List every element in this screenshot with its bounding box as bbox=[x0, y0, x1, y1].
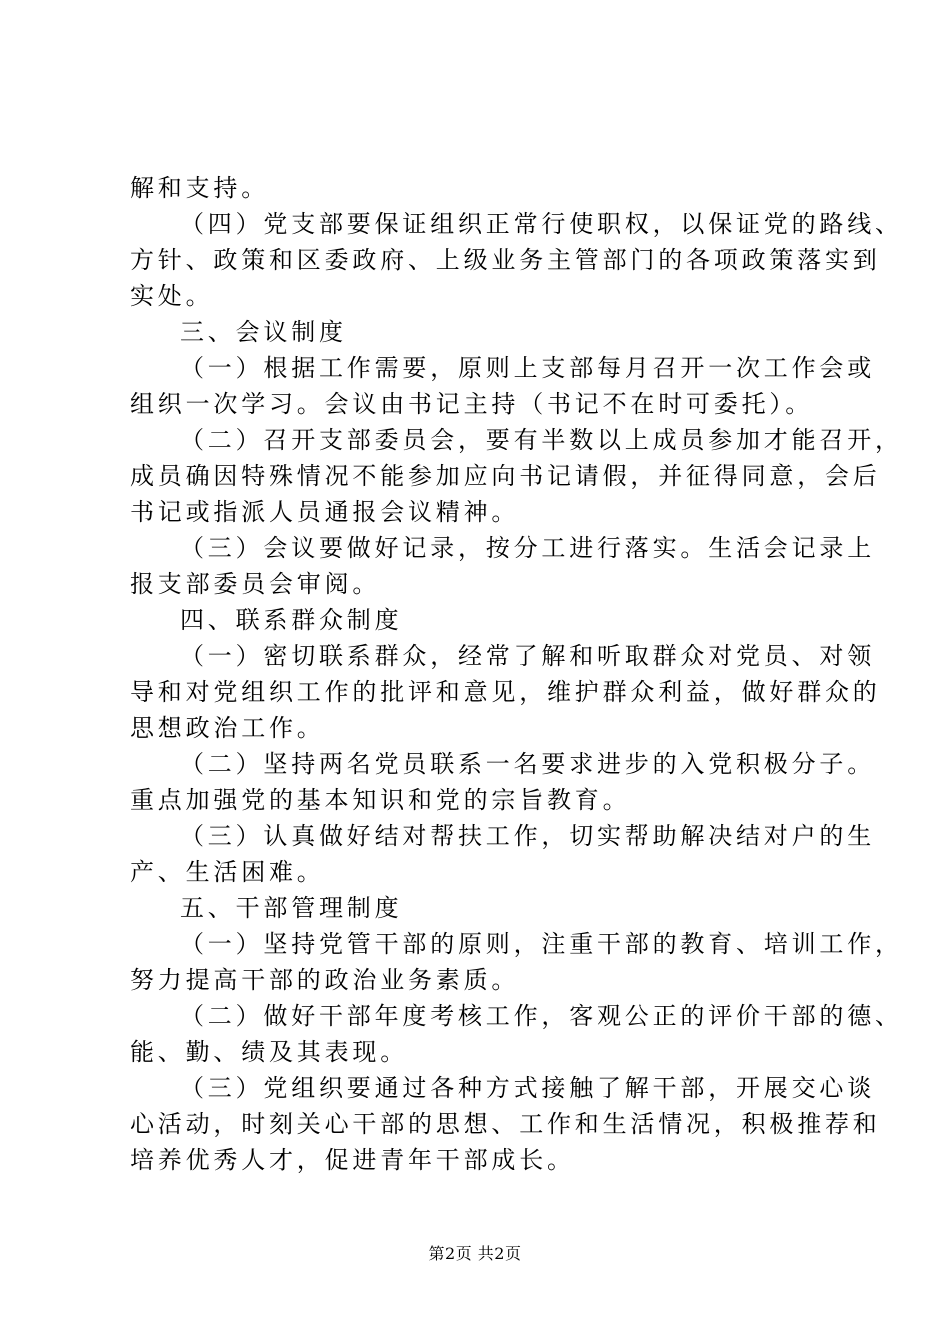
text-line: 思想政治工作。 bbox=[130, 714, 325, 742]
paragraph-item-3: （三）会议要做好记录，按分工进行落实。生活会记录上 bbox=[180, 534, 875, 562]
paragraph-item-3: （三）认真做好结对帮扶工作，切实帮助解决结对户的生 bbox=[180, 822, 875, 850]
paragraph-item-2: （二）做好干部年度考核工作，客观公正的评价干部的德、 bbox=[180, 1002, 903, 1030]
section-heading-cadre-management-system: 五、干部管理制度 bbox=[180, 894, 403, 922]
document-body bbox=[130, 170, 903, 1178]
text-line: 实处。 bbox=[130, 282, 214, 310]
paragraph-item-2: （二）坚持两名党员联系一名要求进步的入党积极分子。 bbox=[180, 750, 875, 778]
paragraph-item-1: （一）坚持党管干部的原则，注重干部的教育、培训工作， bbox=[180, 930, 903, 958]
text-line: 重点加强党的基本知识和党的宗旨教育。 bbox=[130, 786, 631, 814]
text-line: 成员确因特殊情况不能参加应向书记请假，并征得同意，会后 bbox=[130, 462, 881, 490]
paragraph-item-4: （四）党支部要保证组织正常行使职权，以保证党的路线、 bbox=[180, 210, 903, 238]
text-line: 导和对党组织工作的批评和意见，维护群众利益，做好群众的 bbox=[130, 678, 881, 706]
page-number-footer: 第2页 共2页 bbox=[428, 1244, 522, 1263]
paragraph-item-3: （三）党组织要通过各种方式接触了解干部，开展交心谈 bbox=[180, 1074, 875, 1102]
text-line: 书记或指派人员通报会议精神。 bbox=[130, 498, 520, 526]
text-line: 培养优秀人才，促进青年干部成长。 bbox=[130, 1146, 575, 1174]
text-line: 解和支持。 bbox=[130, 174, 269, 202]
text-line: 报支部委员会审阅。 bbox=[130, 570, 381, 598]
section-heading-mass-contact-system: 四、联系群众制度 bbox=[180, 606, 403, 634]
text-line: 产、生活困难。 bbox=[130, 858, 325, 886]
paragraph-item-1: （一）密切联系群众，经常了解和听取群众对党员、对领 bbox=[180, 642, 875, 670]
text-line: 方针、政策和区委政府、上级业务主管部门的各项政策落实到 bbox=[130, 246, 881, 274]
text-line: 心活动，时刻关心干部的思想、工作和生活情况，积极推荐和 bbox=[130, 1110, 881, 1138]
paragraph-item-2: （二）召开支部委员会，要有半数以上成员参加才能召开， bbox=[180, 426, 903, 454]
text-line: 能、勤、绩及其表现。 bbox=[130, 1038, 408, 1066]
section-heading-meeting-system: 三、会议制度 bbox=[180, 318, 347, 346]
paragraph-item-1: （一）根据工作需要，原则上支部每月召开一次工作会或 bbox=[180, 354, 875, 382]
text-line: 努力提高干部的政治业务素质。 bbox=[130, 966, 520, 994]
text-line: 组织一次学习。会议由书记主持（书记不在时可委托）。 bbox=[130, 390, 813, 418]
